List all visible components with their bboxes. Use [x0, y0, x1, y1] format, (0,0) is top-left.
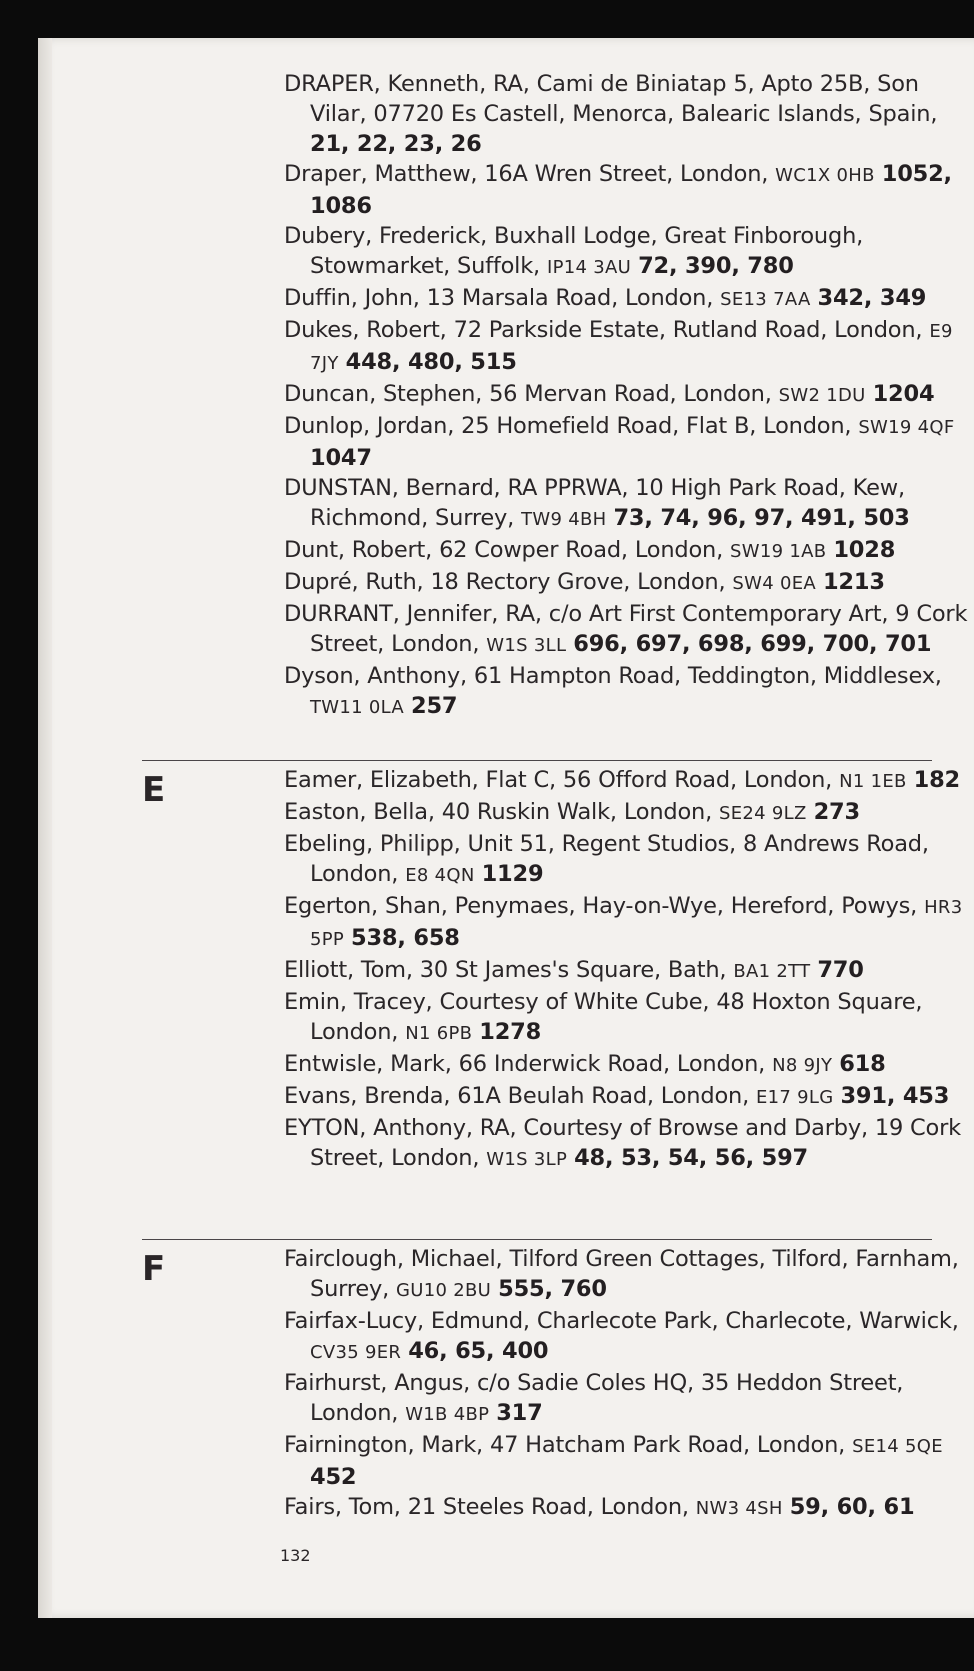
entry-name-address: Dupré, Ruth, 18 Rectory Grove, London, — [284, 569, 726, 595]
entry-name-address: Fairhurst, Angus, c/o Sadie Coles HQ, 35 Heddon Street, London, — [284, 1370, 904, 1426]
entry-postcode: E9 7JY — [310, 321, 953, 374]
entry-postcode: N1 1EB — [839, 771, 907, 792]
entry-page-numbers: 342, 349 — [817, 285, 927, 311]
entry-postcode: SE14 5QE — [852, 1436, 943, 1457]
entry-postcode: WC1X 0HB — [775, 165, 875, 186]
entry-postcode: N8 9JY — [772, 1055, 833, 1076]
entry-postcode: N1 6PB — [405, 1023, 473, 1044]
entry-name-address: Dyson, Anthony, 61 Hampton Road, Teddington, Middlesex, — [284, 663, 942, 689]
entry-page-numbers: 538, 658 — [351, 925, 460, 951]
entry-postcode: SW19 4QF — [858, 417, 955, 438]
index-entry — [284, 473, 974, 535]
index-entry — [284, 765, 974, 797]
entry-name-address: Entwisle, Mark, 66 Inderwick Road, London, — [284, 1051, 766, 1077]
entry-name-address: Fairfax-Lucy, Edmund, Charlecote Park, Charlecote, Warwick, — [284, 1308, 959, 1334]
entry-page-numbers: 46, 65, 400 — [408, 1338, 549, 1364]
entry-name-address: Dubery, Frederick, Buxhall Lodge, Great Finborough, Stowmarket, Suffolk, — [284, 223, 864, 279]
entry-page-numbers: 1052, 1086 — [310, 161, 952, 219]
index-entry — [284, 797, 974, 829]
section-divider-f — [142, 1239, 932, 1240]
entry-postcode: GU10 2BU — [396, 1280, 492, 1301]
entry-page-numbers: 21, 22, 23, 26 — [310, 131, 482, 157]
index-entry — [284, 1492, 974, 1524]
entry-postcode: NW3 4SH — [695, 1498, 783, 1519]
entry-page-numbers: 696, 697, 698, 699, 700, 701 — [573, 631, 932, 657]
page-number: 132 — [280, 1546, 311, 1565]
entry-page-numbers: 448, 480, 515 — [345, 349, 517, 375]
entry-page-numbers: 452 — [310, 1464, 357, 1490]
entry-name-address: Emin, Tracey, Courtesy of White Cube, 48 Hoxton Square, London, — [284, 989, 923, 1045]
entry-postcode: W1S 3LL — [486, 635, 567, 656]
entry-postcode: SW4 0EA — [732, 573, 817, 594]
entry-name-address: Easton, Bella, 40 Ruskin Walk, London, — [284, 799, 713, 825]
index-entry — [284, 829, 974, 891]
entry-page-numbers: 1047 — [310, 445, 372, 471]
entry-page-numbers: 73, 74, 96, 97, 491, 503 — [613, 505, 910, 531]
index-entry — [284, 955, 974, 987]
entry-page-numbers: 273 — [813, 799, 860, 825]
entry-page-numbers: 1129 — [481, 861, 544, 887]
entry-page-numbers: 48, 53, 54, 56, 597 — [574, 1145, 808, 1171]
entry-postcode: SE13 7AA — [720, 289, 811, 310]
entries-f — [284, 1244, 974, 1524]
section-divider-e — [142, 760, 932, 761]
entry-name-address: Dukes, Robert, 72 Parkside Estate, Rutland Road, London, — [284, 317, 923, 343]
entry-name-address: DUNSTAN, Bernard, RA PPRWA, 10 High Park Road, Kew, Richmond, Surrey, — [284, 475, 905, 531]
entry-postcode: SW19 1AB — [730, 541, 827, 562]
entry-name-address: Dunlop, Jordan, 25 Homefield Road, Flat B, London, — [284, 413, 852, 439]
entry-postcode: E17 9LG — [755, 1087, 834, 1108]
entry-page-numbers: 391, 453 — [840, 1083, 950, 1109]
entry-page-numbers: 182 — [913, 767, 961, 793]
index-entry — [284, 1049, 974, 1081]
entry-name-address: Duncan, Stephen, 56 Mervan Road, London, — [284, 381, 772, 407]
entry-name-address: Eamer, Elizabeth, Flat C, 56 Offord Road, London, — [284, 767, 833, 793]
index-entry — [284, 987, 974, 1049]
entry-postcode: W1B 4BP — [405, 1404, 490, 1425]
entry-page-numbers: 1204 — [872, 381, 935, 407]
index-entry — [284, 891, 974, 955]
entry-name-address: DURRANT, Jennifer, RA, c/o Art First Contemporary Art, 9 Cork Street, London, — [284, 601, 968, 657]
entry-name-address: Draper, Matthew, 16A Wren Street, London, — [284, 161, 769, 187]
section-letter-e: E — [142, 770, 166, 810]
page-edge-shadow — [38, 38, 52, 1618]
entries-d — [284, 69, 974, 723]
index-entry — [284, 379, 974, 411]
entry-postcode: IP14 3AU — [546, 257, 632, 278]
section-letter-f: F — [142, 1249, 166, 1289]
entry-name-address: Duffin, John, 13 Marsala Road, London, — [284, 285, 714, 311]
entry-page-numbers: 59, 60, 61 — [789, 1494, 915, 1520]
entry-postcode: W1S 3LP — [486, 1149, 568, 1170]
entry-page-numbers: 1278 — [479, 1019, 542, 1045]
index-entry — [284, 69, 974, 159]
index-entry — [284, 535, 974, 567]
entry-page-numbers: 1028 — [833, 537, 896, 563]
entry-page-numbers: 770 — [817, 957, 864, 983]
index-entry — [284, 599, 974, 661]
index-page — [38, 38, 974, 1618]
entry-postcode: TW9 4BH — [521, 509, 607, 530]
entry-name-address: Fairclough, Michael, Tilford Green Cottages, Tilford, Farnham, Surrey, — [284, 1246, 959, 1302]
entries-e — [284, 765, 974, 1175]
index-entry — [284, 159, 974, 221]
index-entry — [284, 1368, 974, 1430]
entry-page-numbers: 555, 760 — [498, 1276, 607, 1302]
entry-name-address: Ebeling, Philipp, Unit 51, Regent Studios, 8 Andrews Road, London, — [284, 831, 929, 887]
entry-page-numbers: 1213 — [822, 569, 885, 595]
index-entry — [284, 661, 974, 723]
entry-postcode: SW2 1DU — [778, 385, 866, 406]
entry-name-address: Elliott, Tom, 30 St James's Square, Bath, — [284, 957, 727, 983]
index-entry — [284, 283, 974, 315]
entry-postcode: HR3 5PP — [310, 897, 963, 950]
entry-name-address: Evans, Brenda, 61A Beulah Road, London, — [284, 1083, 750, 1109]
entry-postcode: SE24 9LZ — [719, 803, 807, 824]
entry-name-address: DRAPER, Kenneth, RA, Cami de Biniatap 5, Apto 25B, Son Vilar, 07720 Es Castell, Menorca, Balearic Islands, Spain, — [284, 71, 938, 127]
entry-name-address: Fairnington, Mark, 47 Hatcham Park Road, London, — [284, 1432, 846, 1458]
entry-postcode: TW11 0LA — [310, 697, 405, 718]
entry-page-numbers: 317 — [496, 1400, 543, 1426]
index-entry — [284, 567, 974, 599]
index-entry — [284, 221, 974, 283]
entry-name-address: Fairs, Tom, 21 Steeles Road, London, — [284, 1494, 689, 1520]
index-entry — [284, 1113, 974, 1175]
index-entry — [284, 411, 974, 473]
index-entry — [284, 1244, 974, 1306]
entry-page-numbers: 72, 390, 780 — [638, 253, 794, 279]
entry-postcode: E8 4QN — [405, 865, 475, 886]
entry-name-address: Dunt, Robert, 62 Cowper Road, London, — [284, 537, 724, 563]
index-entry — [284, 315, 974, 379]
index-entry — [284, 1081, 974, 1113]
entry-postcode: CV35 9ER — [310, 1342, 402, 1363]
entry-name-address: EYTON, Anthony, RA, Courtesy of Browse and Darby, 19 Cork Street, London, — [284, 1115, 961, 1171]
index-entry — [284, 1430, 974, 1492]
entry-postcode: BA1 2TT — [733, 961, 811, 982]
index-entry — [284, 1306, 974, 1368]
entry-page-numbers: 618 — [839, 1051, 886, 1077]
entry-name-address: Egerton, Shan, Penymaes, Hay-on-Wye, Hereford, Powys, — [284, 893, 918, 919]
entry-page-numbers: 257 — [410, 693, 458, 719]
